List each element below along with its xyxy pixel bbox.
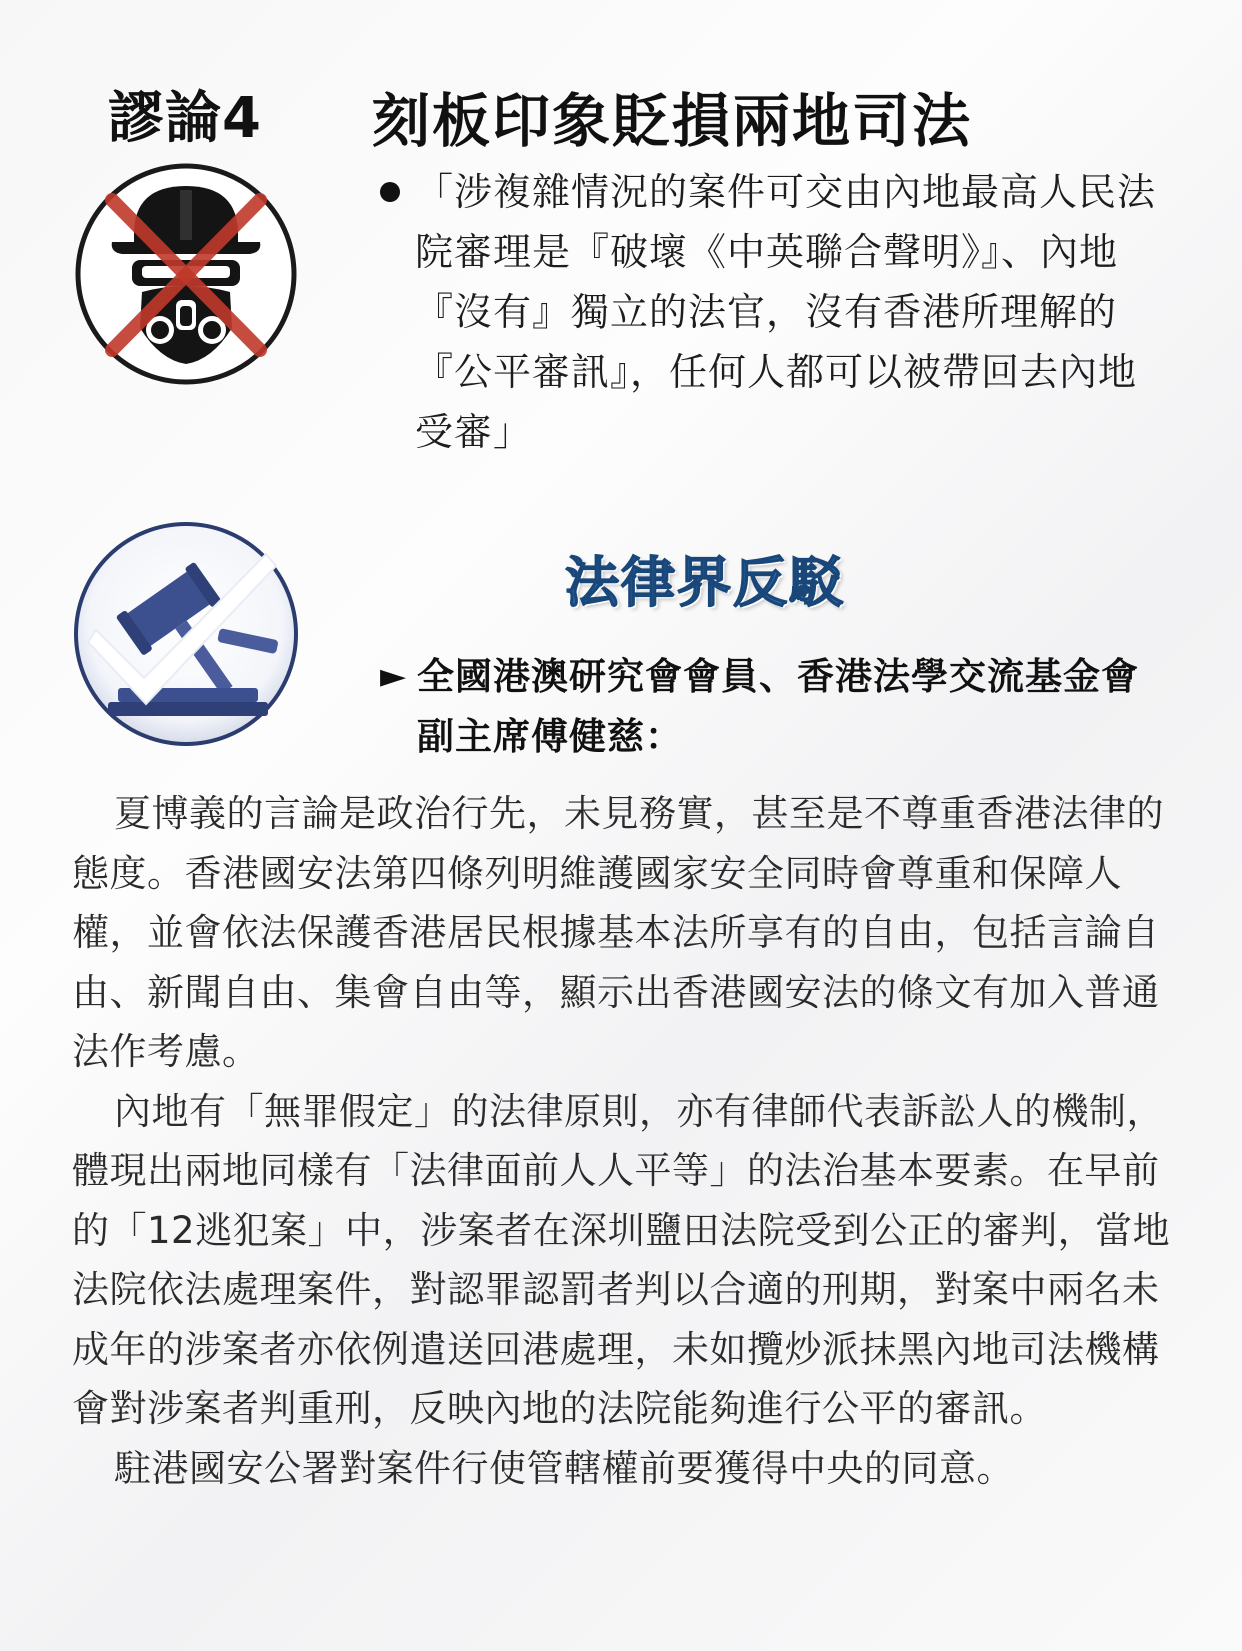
myth-quote: 「涉複雜情況的案件可交由內地最高人民法院審理是『破壞《中英聯合聲明》』、內地『沒有』獨立的法官，沒有香港所理解的『公平審訊』，任何人都可以被帶回去內地受審」 (415, 170, 1157, 454)
bullet-dot (380, 182, 400, 202)
body-paragraph: 內地有「無罪假定」的法律原則，亦有律師代表訴訟人的機制，體現出兩地同樣有「法律面前人人平等」的法治基本要素。在早前的「12逃犯案」中，涉案者在深圳鹽田法院受到公正的審判，當地法院依法處理案件，對認罪認罰者判以合適的刑期，對案中兩名未成年的涉案者亦依例遣送回港處理，未如攬炒派抹黑內地司法機構會對涉案者判重刑，反映內地的法院能夠進行公平的審訊。 (72, 1089, 1171, 1430)
rebuttal-body (72, 784, 1172, 1498)
body-paragraph: 夏博義的言論是政治行先，未見務實，甚至是不尊重香港法律的態度。香港國安法第四條列明維護國家安全同時會尊重和保障人權，並會依法保護香港居民根據基本法所享有的自由，包括言論自由、新聞自由、集會自由等，顯示出香港國安法的條文有加入普通法作考慮。 (72, 792, 1164, 1073)
myth-title: 刻板印象貶損兩地司法 (372, 87, 973, 155)
gavel-checkmark-icon (70, 518, 302, 750)
masked-rioter-crossed-icon (72, 160, 300, 388)
body-paragraph: 駐港國安公署對案件行使管轄權前要獲得中央的同意。 (114, 1446, 1014, 1490)
rebuttal-heading: 法律界反駁 (565, 551, 845, 614)
pointer-arrow-icon: ► (380, 656, 407, 696)
speaker-attribution: 全國港澳研究會會員、香港法學交流基金會副主席傅健慈： (417, 654, 1139, 758)
myth-label: 謬論4 (108, 86, 262, 151)
